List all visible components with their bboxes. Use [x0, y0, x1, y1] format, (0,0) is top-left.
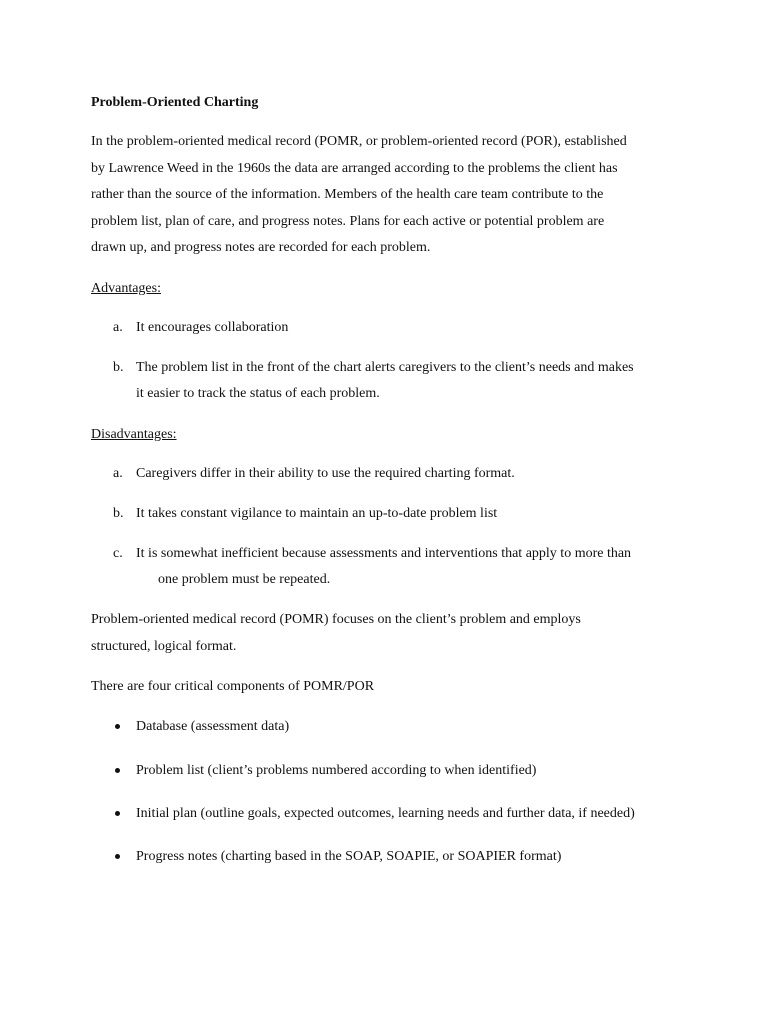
components-intro: There are four critical components of POMR/POR — [91, 679, 375, 694]
intro-line: rather than the source of the information. Members of the health care team contribute to the — [91, 187, 604, 202]
bullet-icon — [115, 854, 120, 859]
intro-line: by Lawrence Weed in the 1960s the data are arranged according to the problems the client has — [91, 160, 618, 176]
bullet-icon — [115, 724, 120, 729]
list-marker: c. — [113, 546, 123, 561]
list-item-text: Database (assessment data) — [136, 719, 290, 734]
list-item-text: Initial plan (outline goals, expected outcomes, learning needs and further data, if needed) — [136, 806, 635, 821]
list-item-line: it easier to track the status of each problem. — [136, 386, 380, 401]
bullet-icon — [115, 811, 120, 816]
list-marker: b. — [113, 360, 124, 375]
list-item-text: Problem list (client’s problems numbered according to when identified) — [136, 763, 537, 778]
list-marker: a. — [113, 320, 123, 335]
list-item-text: Progress notes (charting based in the SOAP, SOAPIE, or SOAPIER format) — [136, 849, 562, 864]
pomr-line: Problem-oriented medical record (POMR) focuses on the client’s problem and employs — [91, 612, 581, 627]
page-title: Problem-Oriented Charting — [91, 95, 259, 110]
list-item-line: It encourages collaboration — [136, 320, 289, 335]
intro-line: problem list, plan of care, and progress notes. Plans for each active or potential problem are — [91, 213, 605, 229]
pomr-line: structured, logical format. — [91, 638, 237, 654]
list-item-text — [136, 461, 515, 487]
intro-line: In the problem-oriented medical record (POMR, or problem-oriented record (POR), established — [91, 134, 627, 149]
list-item-text — [136, 541, 631, 593]
disadvantages-heading: Disadvantages: — [91, 427, 177, 442]
list-item-text — [136, 355, 634, 407]
list-item-line: one problem must be repeated. — [158, 572, 331, 587]
intro-line: drawn up, and progress notes are recorded for each problem. — [91, 240, 431, 255]
bullet-icon — [115, 768, 120, 773]
list-marker: a. — [113, 466, 123, 481]
list-item-text — [136, 315, 288, 341]
list-item-line: Caregivers differ in their ability to use the required charting format. — [136, 466, 515, 481]
pomr-paragraph — [91, 607, 681, 660]
intro-paragraph — [91, 129, 681, 262]
list-item-line: It is somewhat inefficient because assessments and interventions that apply to more than — [136, 546, 632, 561]
list-marker: b. — [113, 506, 124, 521]
list-item-line: The problem list in the front of the chart alerts caregivers to the client’s needs and makes — [136, 360, 634, 375]
list-item-line: It takes constant vigilance to maintain an up-to-date problem list — [136, 506, 498, 521]
advantages-heading: Advantages: — [91, 281, 161, 296]
list-item-text — [136, 501, 497, 527]
